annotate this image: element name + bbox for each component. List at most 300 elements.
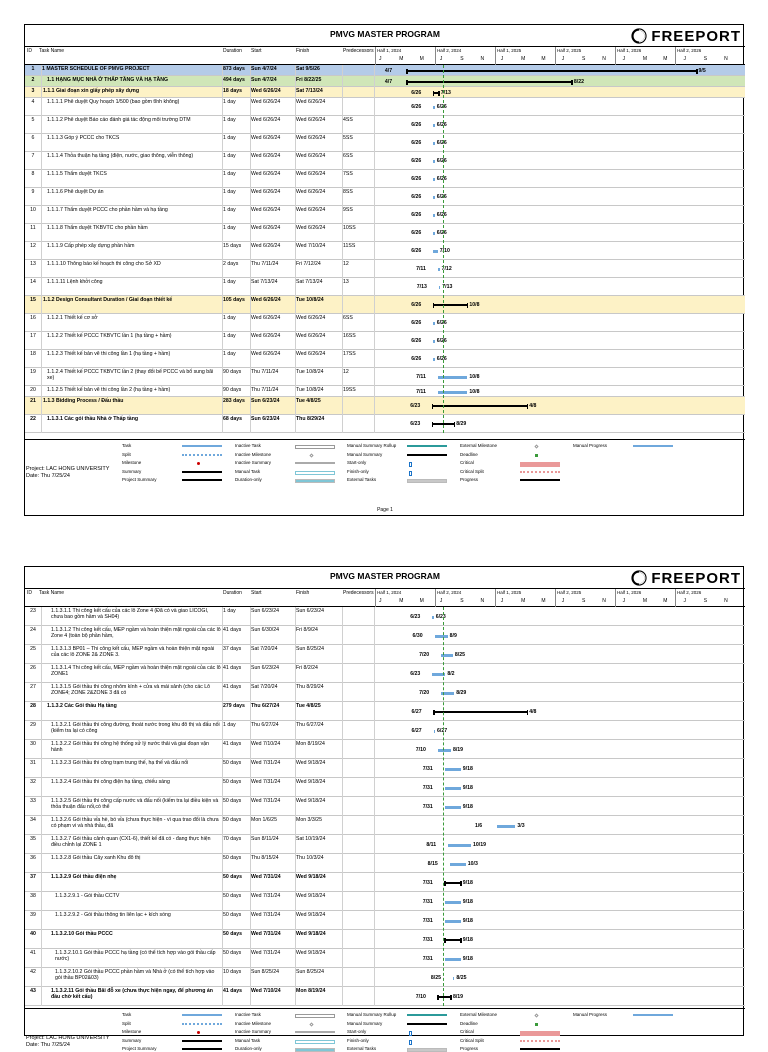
task-finish: Wed 9/18/24 [296,950,326,956]
row-id: 34 [30,817,36,823]
task-name: 1.1.3.2.10.1 Gói thầu PCCC hạ tầng (có thể tích hợp vào gói thầu cấp nước) [55,950,216,963]
task-start: Sun 6/30/24 [251,627,279,633]
task-row[interactable] [25,607,745,626]
task-row[interactable] [25,134,745,152]
row-id: 7 [31,153,35,159]
row-id: 13 [30,261,36,267]
task-duration: 41 days [223,665,242,671]
task-start: Sun 8/11/24 [251,836,279,842]
task-row[interactable] [25,170,745,188]
task-bar[interactable] [433,124,435,127]
task-finish: Wed 6/26/24 [296,315,326,321]
timeline-month-label: J [683,598,686,604]
task-bar[interactable] [433,196,435,199]
task-row[interactable] [25,759,745,778]
bar-finish-label: 7/13 [440,90,451,96]
row-id: 2 [31,77,35,83]
task-finish: Wed 7/10/24 [296,243,326,249]
task-row[interactable] [25,224,745,242]
timeline-month-label: S [703,56,708,62]
task-finish: Sat 7/13/24 [296,279,323,285]
task-start: Wed 6/26/24 [251,153,281,159]
legend-inactive-types-label: Inactive Summary [235,1029,272,1034]
task-bar[interactable] [497,825,515,828]
task-duration: 1 day [223,279,236,285]
summary-bar[interactable] [407,70,697,72]
task-start: Wed 6/26/24 [251,88,281,94]
legend-external-types-label: External Milestone [460,1012,498,1017]
freeport-logo [631,26,741,46]
legend-task-types-label: Project Summary [122,1046,157,1051]
bar-start-label: 7/31 [422,880,433,886]
bar-start-label: 6/23 [410,403,421,409]
legend-task-types-label: Project Summary [122,477,157,482]
summary-bar-start-cap [444,881,446,886]
task-row[interactable] [25,386,745,397]
task-bar[interactable] [433,322,435,325]
task-duration: 10 days [223,969,242,975]
task-name: 1.1.2.1 Thiết kế cơ sở [47,315,98,321]
task-predecessors: 10SS [343,225,356,231]
task-predecessors: 6SS [343,315,353,321]
task-start: Wed 6/26/24 [251,333,281,339]
task-bar[interactable] [448,844,471,847]
page-title: PMVG MASTER PROGRAM [329,571,441,581]
task-row[interactable] [25,987,745,1006]
task-duration: 1 day [223,117,236,123]
task-row[interactable] [25,778,745,797]
legend-swatch [409,1040,412,1045]
half-separator [615,47,616,65]
summary-bar[interactable] [438,996,451,998]
task-finish: Wed 9/18/24 [296,798,326,804]
task-bar[interactable] [435,635,448,638]
task-finish: Wed 6/26/24 [296,351,326,357]
bar-start-label: 7/31 [422,785,433,791]
legend-swatch [409,1031,412,1036]
legend-swatch [407,454,447,456]
task-predecessors: 11SS [343,243,356,249]
task-bar[interactable] [445,901,461,904]
bar-start-label: 6/23 [410,421,421,427]
task-duration: 2 days [223,261,239,267]
bar-finish-label: 4/8 [529,403,537,409]
task-name: 1 MASTER SCHEDULE OF PMVG PROJECT [42,66,150,72]
task-bar[interactable] [433,178,435,181]
timeline-month-label: M [642,56,648,62]
bar-finish-label: 8/19 [452,994,464,1000]
task-bar[interactable] [433,340,435,343]
task-duration: 37 days [223,646,242,652]
task-duration: 105 days [223,297,245,303]
task-name: 1.1.3.2.8 Gói thầu Cây xanh Khu đô thị [51,855,141,861]
col-duration: Duration [223,48,242,54]
task-finish: Sun 6/23/24 [296,608,324,614]
task-row[interactable] [25,797,745,816]
task-start: Sun 6/23/24 [251,608,279,614]
half-separator [495,589,496,607]
task-name: 1.1.3.2.10.2 Gói thầu PCCC phần hầm và Nhà ở (có thể tích hợp vào gói thầu BP02&03) [55,969,215,982]
legend-task-types-label: Task [122,443,132,448]
half-separator [615,589,616,607]
bar-start-label: 7/31 [422,899,433,905]
task-start: Wed 7/31/24 [251,931,281,937]
task-row[interactable] [25,816,745,835]
task-row[interactable] [25,835,745,854]
col-finish: Finish [296,590,310,596]
task-predecessors: 16SS [343,333,356,339]
task-finish: Wed 6/26/24 [296,99,326,105]
current-date-line [443,65,444,433]
task-name: 1.1.3.2 Các Gói thầu Hạ tầng [47,703,117,709]
task-row[interactable] [25,911,745,930]
task-row[interactable] [25,683,745,702]
task-row[interactable] [25,645,745,664]
task-name: 1.1.3.2.9 Gói thầu điện nhẹ [51,874,117,880]
bar-start-label: 6/26 [411,248,422,254]
timeline-month-label: J [379,598,382,604]
row-id: 3 [31,88,35,94]
task-name: 1.1.3.2.5 Gói thầu thi công cấp nước và đấu nối (kiểm tra lại điều kiện và thỏa thuận đấu nối,có thể [51,798,219,811]
task-bar[interactable] [432,616,434,619]
bar-start-label: 6/26 [411,104,422,110]
timeline-half-label: Half 2, 2026 [677,590,702,595]
summary-bar-start-cap [437,995,439,1000]
task-predecessors: 5SS [343,135,353,141]
bar-start-label: 6/26 [411,212,422,218]
bar-start-label: 6/26 [411,230,422,236]
legend-swatch [535,454,538,457]
summary-bar-start-cap [444,938,446,943]
task-bar[interactable] [433,358,435,361]
summary-bar[interactable] [407,81,572,83]
task-row[interactable] [25,854,745,873]
task-row[interactable] [25,702,745,721]
task-row[interactable] [25,873,745,892]
task-start: Wed 7/31/24 [251,912,281,918]
task-finish: Fri 8/9/24 [296,627,318,633]
task-row[interactable] [25,242,745,260]
row-id: 26 [30,665,36,671]
task-row[interactable] [25,930,745,949]
task-duration: 50 days [223,855,242,861]
row-id: 8 [31,171,35,177]
task-duration: 90 days [223,387,242,393]
task-name: 1.1.3.2.3 Gói thầu thi công trạm trung thế, hạ thế và đấu nối [51,760,189,766]
task-name: 1.1.2.3 Thiết kế bản vẽ thi công lần 1 (hạ tầng + hầm) [47,351,171,357]
task-start: Wed 7/31/24 [251,874,281,880]
col-duration: Duration [223,590,242,596]
timeline-month-label: J [379,56,382,62]
task-start: Sun 4/7/24 [251,66,277,72]
task-bar[interactable] [433,106,435,109]
task-bar[interactable] [434,730,436,733]
bar-finish-label: 8/22 [573,79,585,85]
task-bar[interactable] [433,142,435,145]
bar-start-label: 6/23 [410,614,421,620]
legend-swatch [182,445,222,447]
task-bar[interactable] [450,863,466,866]
bar-start-label: 6/26 [411,176,422,182]
summary-bar-start-cap [406,80,408,85]
task-finish: Fri 8/2/24 [296,665,318,671]
timeline-half-label: Half 1, 2024 [377,48,402,53]
task-duration: 41 days [223,627,242,633]
legend-swatch [182,1014,222,1016]
task-duration: 1 day [223,153,236,159]
gantt-page-1 [24,24,744,516]
task-bar[interactable] [445,768,461,771]
task-row[interactable] [25,206,745,224]
task-duration: 494 days [223,77,245,83]
task-row[interactable] [25,664,745,683]
column-divider [250,607,251,1006]
bar-start-label: 7/31 [422,918,433,924]
bar-finish-label: 3/3 [517,823,525,829]
task-row[interactable] [25,314,745,332]
legend-swatch [295,471,335,475]
task-duration: 283 days [223,398,245,404]
task-start: Thu 6/27/24 [251,703,280,709]
row-id: 5 [31,117,35,123]
col-id: ID [27,590,32,596]
task-finish: Mon 8/19/24 [296,741,325,747]
task-bar[interactable] [433,214,435,217]
task-name: 1.1.2.4 Thiết kế PCCC TKBVTC lần 2 (thay đổi bể PCCC và bổ sung bãi xe) [47,369,214,382]
timeline-half-label: Half 2, 2026 [677,48,702,53]
timeline-half-label: Half 2, 2024 [437,48,462,53]
bar-finish-label: 8/29 [456,421,467,427]
task-bar[interactable] [438,268,440,271]
half-separator [555,589,556,607]
summary-bar[interactable] [432,405,527,407]
task-row[interactable] [25,397,745,415]
bar-start-label: 6/26 [411,140,422,146]
task-duration: 279 days [223,703,245,709]
task-row[interactable] [25,415,745,433]
task-bar[interactable] [445,958,461,961]
column-divider [222,607,223,1006]
task-name: 1.1.1.8 Thẩm duyệt TKBVTC cho phần hầm [47,225,148,231]
task-row[interactable] [25,892,745,911]
task-row[interactable] [25,968,745,987]
legend-inactive-types-label: Inactive Milestone [235,451,272,457]
task-start: Mon 1/6/25 [251,817,277,823]
bar-finish-label: 10/19 [473,842,486,848]
bar-start-label: 4/7 [384,79,393,85]
task-duration: 1 day [223,333,236,339]
legend-manual-types-label: Finish-only [347,468,369,474]
task-row[interactable] [25,116,745,134]
legend-swatch [407,479,447,483]
bar-start-label: 7/20 [419,652,430,658]
timeline-month-label: M [521,56,526,62]
task-row[interactable] [25,368,745,386]
page-title: PMVG MASTER PROGRAM [329,29,441,39]
summary-bar[interactable] [434,711,528,713]
page-number: Page 1 [377,507,393,513]
task-bar[interactable] [453,977,455,980]
task-row[interactable] [25,949,745,968]
half-separator [435,47,436,65]
column-divider [41,607,42,1006]
bar-finish-label: 6/26 [436,320,447,326]
legend-swatch [535,1023,538,1026]
legend-inactive-types-label: Manual Task [235,1037,261,1043]
legend-inactive-types-label: Duration-only [235,477,262,482]
col-task-name: Task Name [39,48,65,54]
summary-bar-end-cap [527,710,529,715]
row-id: 25 [30,646,36,652]
row-id: 30 [30,741,36,747]
bar-start-label: 7/11 [416,266,426,272]
task-bar[interactable] [445,920,461,923]
task-duration: 50 days [223,760,242,766]
task-bar[interactable] [438,749,451,752]
row-id: 37 [30,874,36,880]
bar-start-label: 7/31 [422,956,433,962]
col-predecessors: Predecessors [343,48,374,54]
task-name: 1.1.2 Design Consultant Duration / Giai đoạn thiết kế [43,297,173,303]
summary-bar-end-cap [454,422,456,427]
task-bar[interactable] [445,787,461,790]
column-divider [342,607,343,1006]
task-bar[interactable] [439,286,441,289]
logo-wordmark: FREEPORT [651,27,741,45]
task-row[interactable] [25,87,745,98]
task-row[interactable] [25,260,745,278]
freeport-logo [631,568,741,588]
legend-swatch [295,1040,335,1044]
timeline-month-label: J [622,598,626,604]
bar-finish-label: 6/26 [436,176,447,182]
task-bar[interactable] [433,250,438,253]
legend-manual-types-label: External Tasks [347,1046,377,1051]
legend-external-types-label: Deadline [460,1020,478,1026]
timeline-month-label: N [724,598,728,604]
task-row[interactable] [25,626,745,645]
task-finish: Tue 10/8/24 [296,387,324,393]
timeline-half-label: Half 2, 2024 [437,590,462,595]
col-start: Start [251,48,262,54]
timeline-month-label: M [419,56,424,62]
task-name: 1.1.3.2.4 Gói thầu thi công điện hạ tầng, chiếu sáng [51,779,170,785]
timeline-month-label: M [399,598,404,604]
legend-swatch [520,1031,560,1036]
task-predecessors: 13 [343,279,349,285]
task-row[interactable] [25,278,745,296]
timeline-month-label: J [622,56,626,62]
title-bar [25,25,745,47]
bar-start-label: 7/13 [416,284,427,290]
legend-external-types-label: Critical [460,460,474,465]
summary-bar[interactable] [445,882,461,884]
timeline-month-label: S [703,598,708,604]
task-duration: 1 day [223,225,236,231]
task-start: Sat 7/20/24 [251,646,278,652]
summary-bar-end-cap [467,303,469,308]
task-row[interactable] [25,296,745,314]
bar-finish-label: 6/27 [437,728,448,734]
task-row[interactable] [25,350,745,368]
legend-inactive-types-label: Manual Task [235,468,261,474]
bar-finish-label: 9/18 [462,804,473,810]
legend-swatch [520,1048,560,1050]
task-start: Wed 7/31/24 [251,779,281,785]
timeline-half-label: Half 2, 2025 [557,590,582,595]
bar-start-label: 7/10 [415,747,426,753]
summary-bar-start-cap [433,710,435,715]
bar-start-label: 7/11 [416,389,426,395]
task-row[interactable] [25,76,745,87]
legend-swatch [633,1014,673,1016]
task-row[interactable] [25,740,745,759]
timeline-half-label: Half 2, 2025 [557,48,582,53]
bar-start-label: 8/11 [426,842,437,848]
row-id: 16 [30,315,36,321]
task-duration: 41 days [223,684,242,690]
legend-external-types-label: Progress [460,477,479,482]
task-row[interactable] [25,721,745,740]
row-id: 17 [30,333,36,339]
timeline-half-label: Half 1, 2026 [617,590,642,595]
task-name: 1.1.3.1 Các gói thầu Nhà ở Thấp tầng [47,416,139,422]
legend-swatch [309,1022,313,1026]
legend-swatch [182,479,222,481]
task-row[interactable] [25,98,745,116]
column-header [25,589,745,607]
task-name: 1.1.1.1 Phê duyệt Quy hoạch 1/500 (bao gồm tĩnh không) [47,99,180,105]
summary-bar[interactable] [445,939,461,941]
bar-finish-label: 6/26 [436,104,447,110]
task-start: Sat 7/13/24 [251,279,278,285]
task-row[interactable] [25,188,745,206]
summary-bar-end-cap [527,404,529,409]
task-row[interactable] [25,65,745,76]
bar-start-label: 6/27 [411,709,422,715]
timeline-month-label: N [602,56,606,62]
timeline-half-label: Half 1, 2025 [497,590,522,595]
legend-external-types-label: Deadline [460,451,478,457]
legend-external-types-label: Critical Split [460,468,484,474]
bar-start-label: 4/7 [384,68,393,74]
legend-progress-types-label: Manual Progress [573,1012,608,1017]
bar-finish-label: 6/26 [436,356,447,362]
row-id: 41 [30,950,36,956]
task-duration: 50 days [223,931,243,937]
task-row[interactable] [25,152,745,170]
task-finish: Mon 8/19/24 [296,988,326,994]
task-bar[interactable] [445,806,461,809]
timeline-month-label: J [561,598,565,604]
task-start: Wed 6/26/24 [251,99,281,105]
task-finish: Thu 8/29/24 [296,684,324,690]
bar-start-label: 6/26 [411,338,422,344]
timeline-month-label: J [439,56,443,62]
legend-swatch [295,479,335,483]
legend-progress-types-label: Manual Progress [573,443,608,448]
task-name: 1.1.3.2.7 Gói thầu cảnh quan (CX1-6), thiết kế đã có - đang thực hiện điều chỉnh lại ZONE 1 [51,836,211,849]
task-duration: 18 days [223,88,243,94]
task-finish: Sat 10/19/24 [296,836,326,842]
task-bar[interactable] [433,160,435,163]
bar-finish-label: 9/18 [462,937,473,943]
summary-bar[interactable] [433,304,467,306]
task-start: Sun 6/23/24 [251,665,279,671]
row-id: 22 [30,416,36,422]
task-row[interactable] [25,332,745,350]
task-bar[interactable] [433,232,435,235]
